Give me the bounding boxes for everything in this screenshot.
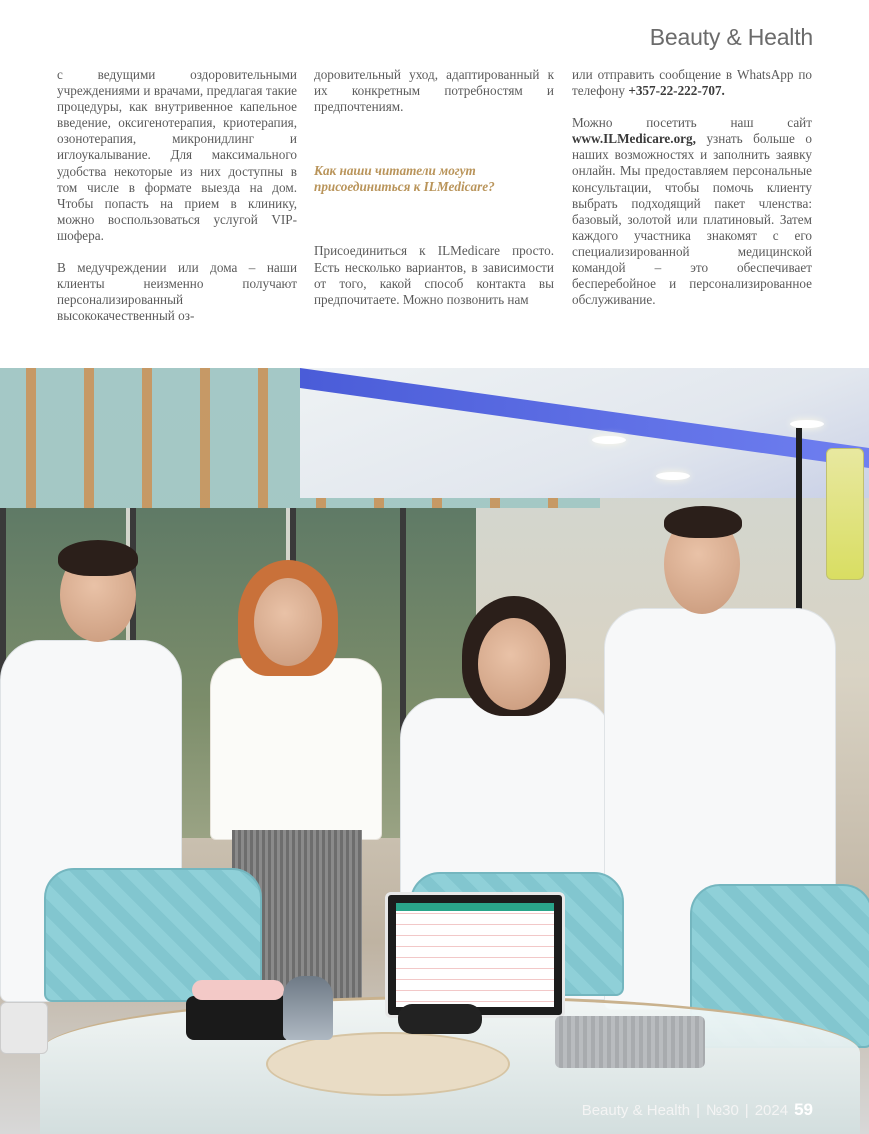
- ceiling-light: [592, 436, 626, 444]
- phone-number: +357-22-222-707.: [628, 83, 725, 99]
- blood-pressure-cuff: [555, 1016, 705, 1068]
- medical-device: [283, 976, 333, 1040]
- website-link[interactable]: www.ILMedicare.org,: [572, 131, 696, 147]
- footer-separator: |: [696, 1102, 701, 1119]
- paragraph: Присоединиться к ILMedicare просто. Есть несколько вариантов, в зависимости от того, какой способ контакта вы предпочитаете. Можно позвонить нам: [314, 243, 554, 307]
- paragraph: В медучреждении или дома – наши клиенты неизменно получают персонализированный высококачественный оз-: [57, 260, 297, 324]
- footer-issue: №30: [706, 1102, 739, 1119]
- ceiling-light: [656, 472, 690, 480]
- iv-bag: [826, 448, 864, 580]
- page-number: 59: [794, 1100, 813, 1119]
- text-column-1: [57, 67, 297, 324]
- paragraph-text: или отправить сообщение в WhatsApp по телефону: [572, 67, 812, 99]
- ecg-monitor: [385, 892, 565, 1018]
- binocular-device: [398, 1004, 482, 1034]
- paragraph: с ведущими оздоровительными учреждениями и врачами, предлагая такие процедуры, как внутривенное капельное введение, оксигенотерапия, криотерапия, озонотерапия, микронидлинг и иглоукалывание. Для максимального удобства некоторые из них доступны в том числе в формате выезда на дом. Чтобы попасть на прием в клинику, можно воспользоваться услугой VIP-шофера.: [57, 67, 297, 243]
- page-footer: [582, 1100, 813, 1120]
- bp-monitor: [0, 1002, 48, 1054]
- subheading: Как наши читатели могут присоединиться к ILMedicare?: [314, 163, 495, 195]
- paragraph-text: Можно посетить наш сайт: [572, 115, 812, 131]
- ceiling-light: [790, 420, 824, 428]
- device-case: [186, 996, 292, 1040]
- text-column-2: [314, 67, 554, 308]
- paragraph-text: узнать больше о наших возможностях и заполнить заявку онлайн. Мы предоставляем персональные консультации, чтобы помочь клиенту выбрать подходящий пакет членства: базовый, золотой или платиновый. Затем каждого участника знакомят с его специализированной медицинской командой – это обеспечивает бесперебойное и персонализированное обслуживание.: [572, 131, 812, 308]
- text-column-3: [572, 67, 812, 308]
- footer-separator: |: [744, 1102, 749, 1119]
- footer-magazine: Beauty & Health: [581, 1102, 691, 1119]
- marble-tray: [266, 1032, 510, 1096]
- paragraph: [572, 115, 812, 308]
- team-photo: [0, 368, 869, 1134]
- footer-year: 2024: [754, 1102, 789, 1119]
- paragraph: [572, 67, 812, 99]
- thermometer: [192, 980, 284, 1000]
- section-title: Beauty & Health: [649, 24, 813, 50]
- paragraph: доровительный уход, адаптированный к их конкретным потребностям и предпочтениям.: [314, 67, 554, 115]
